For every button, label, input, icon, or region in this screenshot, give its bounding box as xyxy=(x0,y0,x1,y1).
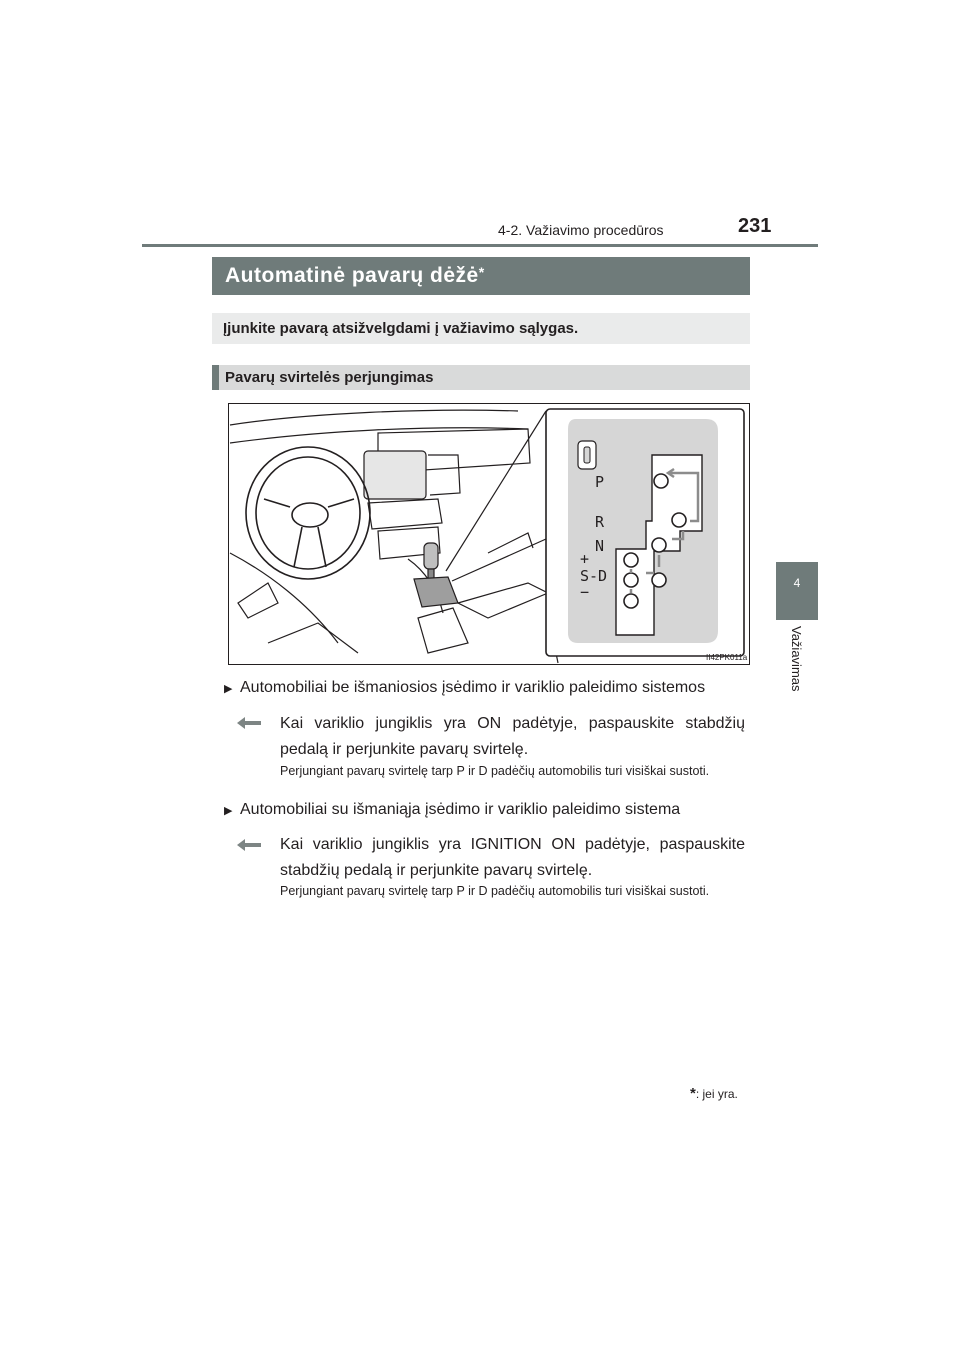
note-2: Perjungiant pavarų svirtelę tarp P ir D padėčių automobilis turi visiškai sustoti. xyxy=(280,884,710,898)
gate-position-n xyxy=(652,538,666,552)
figure-code: II42PK011a xyxy=(706,653,748,662)
footnote-text: : jei yra. xyxy=(695,1087,738,1101)
item-heading-2: ▶ Automobiliai su išmaniąja įsėdimo ir variklio paleidimo sistema xyxy=(224,801,681,818)
chapter-tab xyxy=(776,562,818,620)
chapter-name: Važiavimas xyxy=(789,626,804,692)
subsection-heading: Pavarų svirtelės perjungimas xyxy=(225,369,434,386)
gate-label-n: N xyxy=(595,537,605,555)
gate-label-plus: + xyxy=(580,550,590,568)
intro-text: Įjunkite pavarą atsižvelgdami į važiavimo sąlygas. xyxy=(223,320,579,337)
gate-label-s-d: S-D xyxy=(580,567,608,585)
note-1: Perjungiant pavarų svirtelę tarp P ir D padėčių automobilis turi visiškai sustoti. xyxy=(280,764,710,778)
section-label: 4-2. Važiavimo procedūros xyxy=(498,222,664,238)
header-rule xyxy=(142,244,818,247)
page-title xyxy=(225,264,485,288)
gate-position-plus xyxy=(624,553,638,567)
gate-label-r: R xyxy=(595,513,605,531)
item-heading-1: ▶ Automobiliai be išmaniosios įsėdimo ir variklio paleidimo sistemos xyxy=(224,679,706,696)
action-arrow-icon xyxy=(236,716,262,730)
gate-position-minus xyxy=(624,594,638,608)
action-arrow-icon xyxy=(236,838,262,852)
gate-label-minus: − xyxy=(580,583,590,601)
gate-position-p xyxy=(654,474,668,488)
chapter-number: 4 xyxy=(793,576,801,590)
gate-position-d xyxy=(652,573,666,587)
instruction-2: Kai variklio jungiklis yra IGNITION ON padėtyje, paspauskite stabdžių pedalą ir perjunkite pavarų svirtelę. xyxy=(280,836,745,879)
gate-position-s-d xyxy=(624,573,638,587)
footnote xyxy=(690,1085,738,1102)
subsection-stripe xyxy=(212,365,219,390)
title-asterisk: * xyxy=(478,264,485,280)
page-number: 231 xyxy=(738,215,772,237)
bullet-triangle-icon: ▶ xyxy=(224,805,233,817)
page-title-text: Automatinė pavarų dėžė xyxy=(225,264,479,287)
instruction-1: Kai variklio jungiklis yra ON padėtyje, paspauskite stabdžių pedalą ir perjunkite pavarų svirtelę. xyxy=(280,715,745,758)
gate-position-r xyxy=(672,513,686,527)
gate-label-p: P xyxy=(595,473,605,491)
bullet-triangle-icon: ▶ xyxy=(224,683,233,695)
footnote-asterisk: * xyxy=(690,1085,696,1102)
gear-shift-illustration xyxy=(228,403,750,665)
